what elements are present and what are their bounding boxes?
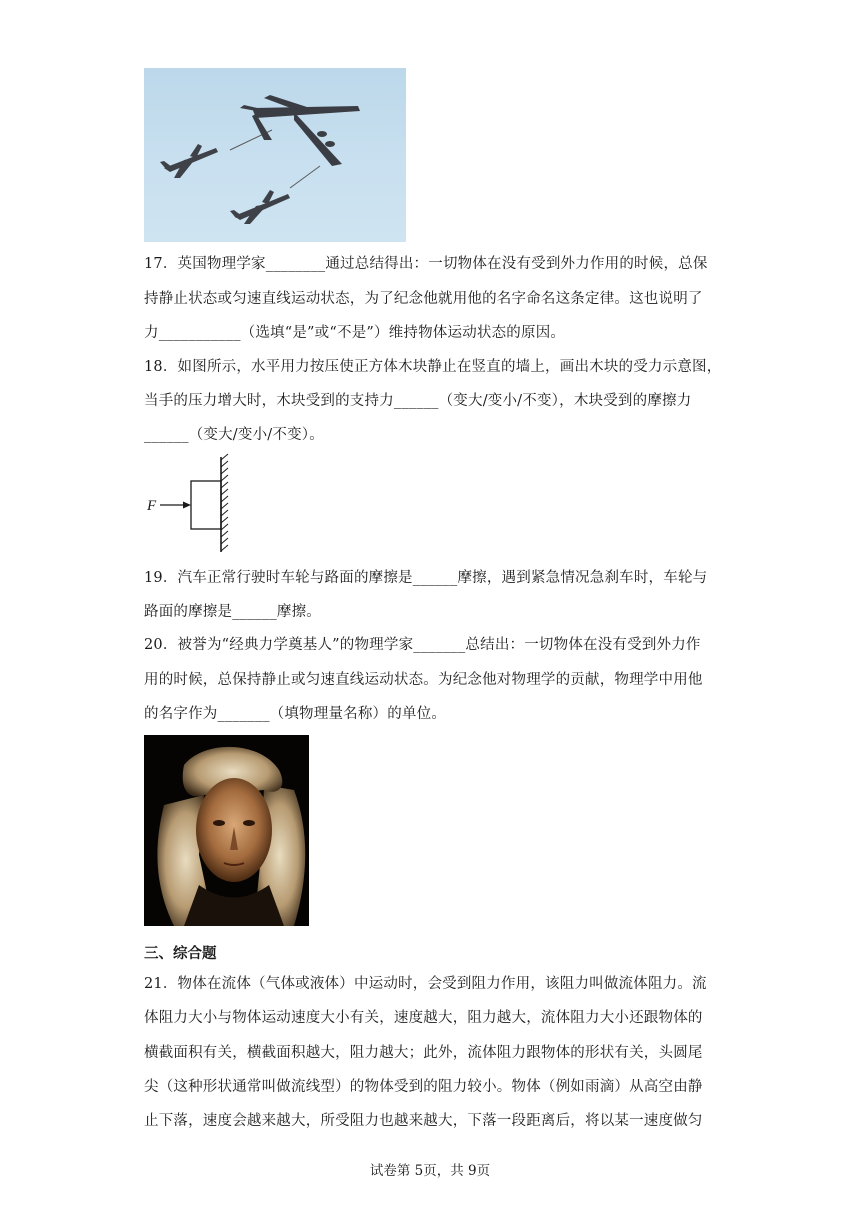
q19-line-2: 路面的摩擦是______摩擦。 bbox=[144, 604, 321, 620]
q17-line-3: 力___________（选填“是”或“不是”）维持物体运动状态的原因。 bbox=[144, 325, 566, 341]
q18-line-1: 18．如图所示，水平用力按压使正方体木块静止在竖直的墙上，画出木块的受力示意图， bbox=[144, 359, 722, 375]
q20-line-1: 20．被誉为“经典力学奠基人”的物理学家_______总结出：一切物体在没有受到外力作 bbox=[144, 637, 701, 653]
q17-line-1: 17．英国物理学家________通过总结得出：一切物体在没有受到外力作用的时候，总保 bbox=[144, 256, 708, 272]
q19-line-1: 19．汽车正常行驶时车轮与路面的摩擦是______摩擦，遇到紧急情况急刹车时，车轮与 bbox=[144, 570, 708, 586]
q18-line-2: 当手的压力增大时，木块受到的支持力______（变大/变小/不变），木块受到的摩擦力 bbox=[144, 393, 692, 409]
eye-left bbox=[213, 820, 225, 826]
q21-line-2: 体阻力大小与物体运动速度大小有关，速度越大，阻力越大，流体阻力大小还跟物体的 bbox=[144, 1010, 703, 1026]
jets-illustration bbox=[144, 68, 406, 242]
section-heading: 三、综合题 bbox=[144, 946, 217, 962]
fighter-jet-lower bbox=[230, 190, 290, 224]
aerial-refueling-photo bbox=[144, 68, 406, 242]
eye-right bbox=[243, 820, 255, 826]
page-footer: 试卷第 5页，共 9页 bbox=[369, 1163, 491, 1179]
force-label: F bbox=[147, 498, 157, 514]
q21-line-1: 21．物体在流体（气体或液体）中运动时，会受到阻力作用，该阻力叫做流体阻力。流 bbox=[144, 976, 707, 992]
q20-line-2: 用的时候，总保持静止或匀速直线运动状态。为纪念他对物理学的贡献，物理学中用他 bbox=[144, 672, 703, 688]
force-arrowhead bbox=[183, 502, 191, 509]
q20-line-3: 的名字作为_______（填物理量名称）的单位。 bbox=[144, 706, 447, 722]
q21-line-5: 止下落，速度会越来越大，所受阻力也越来越大，下落一段距离后，将以某一速度做匀 bbox=[144, 1113, 703, 1129]
wall-hatching bbox=[221, 454, 228, 551]
fighter-jet-left bbox=[160, 144, 218, 178]
tanker-aircraft bbox=[240, 95, 360, 166]
newton-portrait bbox=[144, 735, 309, 926]
q21-line-4: 尖（这种形状通常叫做流线型）的物体受到的阻力较小。物体（例如雨滴）从高空由静 bbox=[144, 1079, 703, 1095]
wooden-block bbox=[191, 481, 221, 529]
refuel-hose-lower bbox=[290, 166, 320, 188]
q18-line-3: ______（变大/变小/不变）。 bbox=[144, 427, 324, 443]
q21-line-3: 横截面积有关，横截面积越大，阻力越大；此外，流体阻力跟物体的形状有关，头圆尾 bbox=[144, 1045, 703, 1061]
block-wall-diagram bbox=[144, 452, 244, 552]
q17-line-2: 持静止状态或匀速直线运动状态，为了纪念他就用他的名字命名这条定律。这也说明了 bbox=[144, 291, 703, 307]
